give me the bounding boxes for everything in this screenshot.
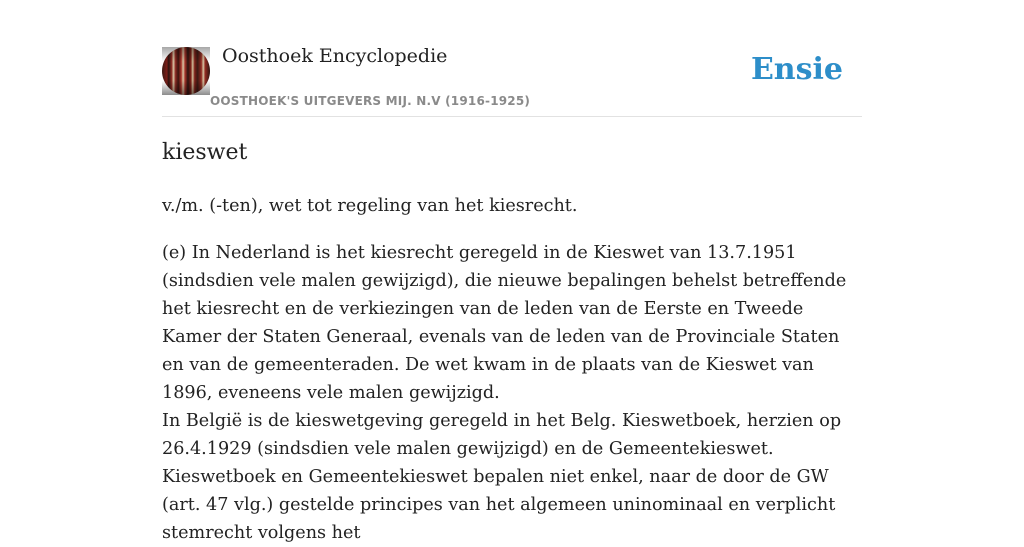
encyclopedia-avatar[interactable] [162,47,210,95]
site-title[interactable]: Oosthoek Encyclopedie [222,45,448,67]
article-paragraph-netherlands: (e) In Nederland is het kiesrecht geregeld in de Kieswet van 13.7.1951 (sindsdien vele malen gewijzigd), die nieuwe bepalingen behelst betreffende het kiesrecht en de verkiezingen van de leden van de Eerste en Tweede Kamer der Staten Generaal, evenals van de leden van de Provinciale Staten en van de gemeenteraden. De wet kwam in de plaats van de Kieswet van 1896, eveneens vele malen gewijzigd. [162,243,847,403]
site-header [162,0,862,117]
brand-logo[interactable]: Ensie [750,52,843,87]
article-title: kieswet [162,140,248,165]
content-container [162,0,862,543]
article-paragraph-belgium: In België is de kieswetgeving geregeld in het Belg. Kieswetboek, herzien op 26.4.1929 (sindsdien vele malen gewijzigd) en de Gemeentekieswet. Kieswetboek en Gemeentekieswet bepalen niet enkel, naar de door de GW (art. 47 vlg.) gestelde principes van het algemeen uninominaal en verplicht stemrecht volgens het [162,411,842,543]
article-definition: v./m. (-ten), wet tot regeling van het kiesrecht. [162,196,578,216]
site-subtitle: OOSTHOEK'S UITGEVERS MIJ. N.V (1916-1925) [210,94,531,108]
